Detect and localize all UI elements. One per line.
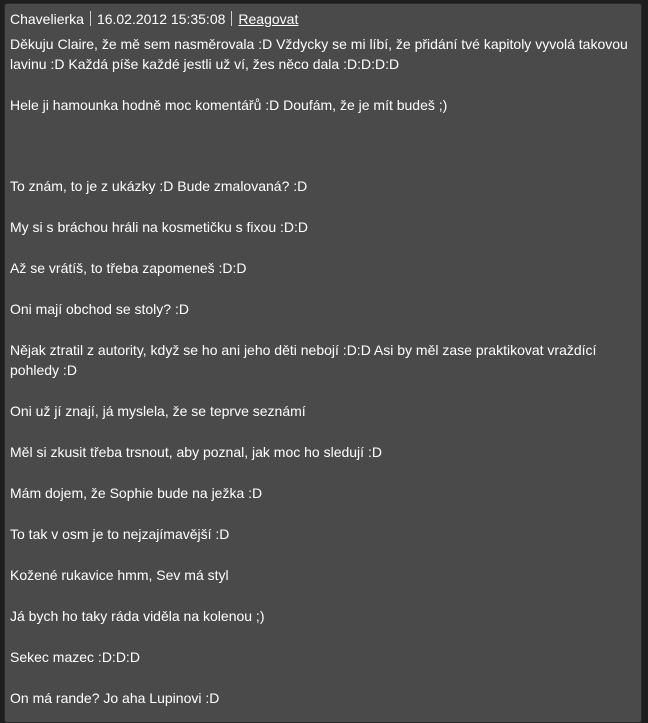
comment-timestamp: 16.02.2012 15:35:08 bbox=[96, 11, 226, 27]
comment-paragraph: Mám dojem, že Sophie bude na ježka :D bbox=[10, 485, 263, 501]
comment-paragraph: Děkuju Claire, že mě sem nasměrovala :D Vždycky se mi líbí, že přidání tvé kapitoly vyvolá takovou lavinu :D Každá píše každé jestli už ví, žes něco dala :D:D:D:D bbox=[10, 36, 628, 72]
comment-paragraph: Oni už jí znají, já myslela, že se teprve seznámí bbox=[10, 403, 306, 419]
comment-paragraph: Sekec mazec :D:D:D bbox=[10, 649, 140, 665]
comment-paragraph: Měl si zkusit třeba trsnout, aby poznal, jak moc ho sledují :D bbox=[10, 444, 382, 460]
comment-paragraph: To tak v osm je to nejzajímavější :D bbox=[10, 526, 230, 542]
comment-paragraph: Oni mají obchod se stoly? :D bbox=[10, 301, 189, 317]
comment-paragraph: Kožené rukavice hmm, Sev má styl bbox=[10, 567, 229, 583]
header-divider bbox=[231, 11, 232, 26]
comment-paragraph: My si s bráchou hráli na kosmetičku s fixou :D:D bbox=[10, 219, 308, 235]
comment-paragraph: Až se vrátíš, to třeba zapomeneš :D:D bbox=[10, 260, 247, 276]
comment-paragraph: Nějak ztratil z autority, když se ho ani jeho děti nebojí :D:D Asi by měl zase praktikovat vraždící pohledy :D bbox=[10, 342, 597, 378]
comment-paragraph: On má rande? Jo aha Lupinovi :D bbox=[10, 690, 220, 706]
reply-link[interactable]: Reagovat bbox=[238, 11, 299, 27]
comment-body bbox=[10, 34, 638, 708]
comment-box bbox=[4, 3, 642, 723]
comment-paragraph: Hele ji hamounka hodně moc komentářů :D Doufám, že je mít budeš ;) bbox=[10, 97, 448, 113]
comment-author[interactable]: Chavelierka bbox=[10, 11, 84, 27]
comment-paragraph: To znám, to je z ukázky :D Bude zmalovaná? :D bbox=[10, 178, 308, 194]
comment-header bbox=[10, 10, 298, 28]
comment-paragraph: Já bych ho taky ráda viděla na kolenou ;) bbox=[10, 608, 265, 624]
header-divider bbox=[90, 11, 91, 26]
